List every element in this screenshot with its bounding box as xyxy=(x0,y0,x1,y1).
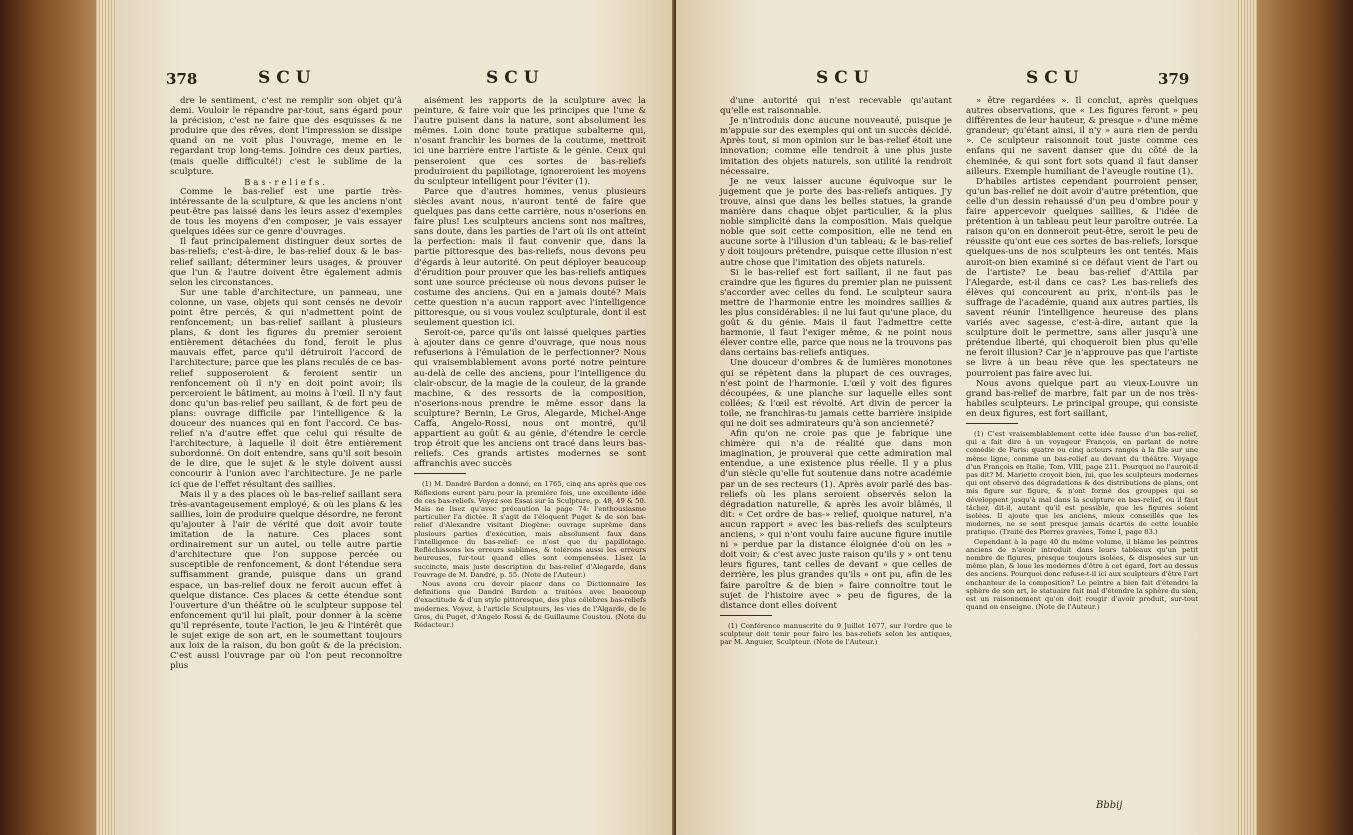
footnote-rule xyxy=(966,423,1018,424)
footnote-rule xyxy=(414,473,466,474)
paragraph: Afin qu'on ne croie pas que je fabrique une chimère qui n'a de réalité que dans mon imagination, je prouverai que cette admiration mal entendue, a une existence plus réelle. Il y a plus d'un siècle qu'elle fut soutenue dans notre académie par un de ses recteurs (1). Après avoir parlé des bas-reliefs où les plans seroient observés selon la dégradation naturelle, & après les avoir blâmés, il dit: « Cet ordre de bas-» relief, quoique naturel, n'a aucun rapport » avec les bas-reliefs des sculpteurs anciens, » qui n'ont voulu faire aucune figure inutile ni » perdue par la distance éloignée d'où on les » doit voir; & c'est avec juste raison qu'ils y » ont tenu leurs figures, tant celles de devant » que celles de derrière, les plus grandes qu'ils » ont pu, afin de les faire paroître & de bien » faire connoître tout le sujet de l'histoire avec » peu de figures, de la distance dont elles doivent xyxy=(720,429,952,611)
paragraph: Parce que d'autres hommes, venus plusieurs siècles avant nous, n'auront tenté de faire que quelques pas dans cette carrière, nous n'oserions en faire plus! Les sculpteurs anciens sont nos maîtres, sans doute, dans les parties de l'art où ils ont atteint la perfection: mais il faut convenir que, dans la partie pittoresque des bas-reliefs, nous devons peu d'égards à leur autorité. On peut déployer beaucoup d'érudition pour prouver que les bas-reliefs antiques sont une source précieuse où nous devons puiser le costume des anciens. Qui en a jamais douté? Mais cette question n'a aucun rapport avec l'intelligence pittoresque, ou si vous voulez sculpturale, dont il est seulement question ici. xyxy=(414,186,646,329)
paragraph: Seroit-ce, parce qu'ils ont laissé quelques parties à ajouter dans ce genre d'ouvrage, que nous nous refuserions à l'émulation de le perfectionner? Nous qui vraisemblablement avons porté notre peinture au-delà de celle des anciens, pour l'intelligence du clair-obscur, de la magie de la couleur, de la grande machine, & des ressorts de la composition, n'oserions-nous prendre le même essor dans la sculpture? Bernin, Le Gros, Alegarde, Michel-Ange Caffa, Angelo-Rossi, nous ont montré, qu'il appartient au goût & au génie, d'étendre le cercle trop étroit que les anciens ont tracé dans leurs bas-reliefs. Ces grands artistes modernes se sont affranchis avec succès xyxy=(414,328,646,470)
text-column-2 xyxy=(414,96,646,630)
paragraph: » être regardées ». Il conclut, après quelques autres observations, que « Les figures feront » peu différentes de leur hauteur, & presque » d'une même grandeur; qu'étant ainsi, il n'y » aura rien de perdu ». Ce sculpteur raisonnoit tout juste comme ces enfans qui ne savent danser que du côté de la cheminée, & qui sont fort sots quand il faut danser ailleurs. Exemple humiliant de l'aveugle routine (1). xyxy=(966,96,1198,177)
page-number: 378 xyxy=(166,70,198,88)
footnote: (1) M. Dandré Bardon a donné, en 1765, cinq ans après que ces Réflexions eurent paru pour la première fois, une excellente idée de ces bas-reliefs. Voyez son Essai sur la Sculpture, p. 48, 49 & 50. Mais ne lisez qu'avec précaution la page 74: l'enthousiasme particulier l'a dictée. Il s'agit de l'éloquent Puget & de son bas-relief d'Alexandre visitant Diogène: ouvrage suprême dans plusieurs parties d'exécution, mais absolument faux dans l'intelligence du bas-relief: ce n'est que du papillotage. Refléchissons les erreurs sublimes, & tolérons aussi les erreurs heureuses, fur-tout quand elles sont compensées. Lisez la succincte, mais juste description du bas-relief d'Alegarde, dans l'ouvrage de M. Dandré, p. 55. (Note de l'Auteur.) xyxy=(414,480,646,579)
paragraph: Sur une table d'architecture, un panneau, une colonne, un vase, objets qui sont censés ne devoir point être percés, & qui n'admettent point de renfoncement; un bas-relief saillant à plusieurs plans, & dont les figures du premier seroient entièrement détachées du fond, feroit le plus mauvais effet, parce qu'il détruiroit l'accord de l'architecture; parce que les plans reculés de ce bas-relief supposeroient & feroient sentir un renfoncement où il n'y en doit point avoir; ils perceroient le bâtiment, au moins à l'œil. Il n'y faut donc qu'un bas-relief peu saillant, & de fort peu de plans: ouvrage difficile par l'intelligence & la douceur des nuances qui en font l'accord. Ce bas-relief n'a d'autre effet que celui qui résulte de l'architecture, à laquelle il doit être entièrement subordonné. On doit entendre, sans qu'il soit besoin de le dire, que le sujet & le style doivent aussi concourir à l'union avec l'architecture. Je ne parle ici que de l'effet résultant des saillies. xyxy=(170,287,402,490)
footnotes xyxy=(414,480,646,629)
footnotes xyxy=(720,622,952,647)
footnote: (1) Conférence manuscrite du 9 Juillet 1677, sur l'ordre que le sculpteur doit tenir pour faire les bas-reliefs selon les antiques, par M. Anguier, Sculpteur. (Note de l'Auteur.) xyxy=(720,621,952,647)
text-column-1 xyxy=(170,96,402,671)
paragraph: aisément les rapports de la sculpture avec la peinture, & faire voir que les principes que l'une & l'autre puisent dans la nature, sont absolument les mêmes. Loin donc toute pratique subalterne qui, n'osant franchir les bornes de la coutume, mettroit ici une barrière entre l'artiste & le génie. Ceux qui penseroient que ces sortes de bas-reliefs produiroient du papillotage, ignoreroient les moyens du sculpteur intelligent pour l'éviter (1). xyxy=(414,96,646,187)
printer-signature: Bbbij xyxy=(1096,800,1123,811)
footnotes xyxy=(966,430,1198,611)
paragraph: Nous avons quelque part au vieux-Louvre un grand bas-relief de marbre, fait par un de nos très-habiles sculpteurs. Le principal groupe, qui consiste en deux figures, est fort saillant, xyxy=(966,378,1198,419)
page-edges-left xyxy=(96,0,118,835)
paragraph: D'habiles artistes cependant pourroient penser, qu'un bas-relief ne doit avoir d'autre prétention, que celle d'un dessin rehaussé d'un peu d'ombre pour y faire appercevoir quelques saillies, & l'idée de prétention à un tableau peut leur paroître outrée. La raison qu'on en donneroit peut-être, seroit le peu de réussite qu'ont eue ces sortes de bas-reliefs, lorsque quelques-uns de nos sculpteurs les ont tentés. Mais auroit-on bien examiné si ce défaut vient de l'art ou de l'artiste? Le beau bas-relief d'Attila par l'Alegarde, est-il dans ce cas? Les bas-reliefs des élèves qui concourent au prix, n'ont-ils pas le suffrage de l'académie, quand aux autres parties, ils savent réunir l'intelligence heureuse des plans variés avec sagesse, c'est-à-dire, autant que la sculpture doit le permettre, sans aller jusqu'à une prétendue liberté, qui choqueroit bien plus qu'elle ne feroit illusion? Car je n'approuve pas que l'artiste se livre à un beau rêve que les spectateurs ne pourroient pas faire avec lui. xyxy=(966,176,1198,379)
running-header-left: SCU xyxy=(258,68,317,88)
footnote: Cependant à la page 40 du même volume, il blâme les peintres anciens de n'avoir introduit dans leurs tableaux qu'un petit nombre de figures, presque toujours isolées, & disposées sur un même plan, & loue les modernes d'être à cet égard, fort au dessus des anciens. Pourquoi donc refuse-t-il ici aux sculpteurs d'être l'art enchanteur de la composition? Le peintre a bien fait d'étendre la sphère de son art, le statuaire fait mal d'étendre la sphère du sien, est un raisonnement qu'on doit rougir d'avoir produit, sur-tout quand on enseigne. (Note de l'Auteur.) xyxy=(966,537,1198,612)
page-edges-right xyxy=(1235,0,1257,835)
footnote-rule xyxy=(720,615,772,616)
paragraph: Mais il y a des places où le bas-relief saillant sera très-avantageusement employé, & où les plans & les saillies, loin de produire quelque désordre, ne feront qu'ajouter à l'air de vérité que doit avoir toute imitation de la nature. Ces places sont ordinairement sur un autel, ou telle autre partie d'architecture que l'on suppose percée ou susceptible de renfoncement, & dont l'étendue sera suffisamment grande, puisque dans un grand espace, un bas-relief doux ne feroit aucun effet à quelque distance. Ces places & cette étendue sont l'ouverture d'un théâtre où le sculpteur suppose tel enfoncement qu'il lui plaît, pour donner à la scène qu'il représente, toute l'action, le jeu & l'intérêt que le sujet exige de son art, en le soumettant toujours aux loix de la raison, du bon goût & de la précision. C'est aussi l'ouvrage par où l'on peut reconnoître plus xyxy=(170,489,402,672)
paragraph: d'une autorité qui n'est recevable qu'autant qu'elle est raisonnable. xyxy=(720,96,952,117)
text-column-1 xyxy=(720,96,952,647)
footnote: Nous avons cru devoir placer dans ce Dictionnaire les definitions que Dandré Bardon a traitées avec beaucoup d'exactitude & d'un style pittoresque, des plus célèbres bas-reliefs modernes. Voyez, à l'article Sculpteurs, les vies de l'Algarde, de le Gros, du Puget, d'Angelo Rossi & de Guillaume Coustou. (Note du Rédacteur.) xyxy=(414,579,646,629)
paragraph: Il faut principalement distinguer deux sortes de bas-reliefs; c'est-à-dire, le bas-relief doux & le bas-relief saillant; déterminer leurs usages, & prouver que l'un & l'autre doivent être également admis selon les circonstances. xyxy=(170,237,402,288)
footnote: (1) C'est vraisemblablement cette idée fausse d'un bas-relief, qui a fait dire à un voyageur François, en parlant de notre comédie de Paris: quatre ou cinq acteurs rangés à la file sur une même ligne, comme un bas-relief au devant du théâtre. Voyage d'un François en Italie, Tom. VIII, page 211. Pourquoi ne l'auroit-il pas dit? M. Mariette croyoit bien, lui, que les sculpteurs modernes qui ont observé des dégradations & des distributions de plans, ont mis figure sur figure, & n'ont formé des grouppes qui se développent jusqu'à mal dans la sculpture en bas-relief, ou il faut tâcher, dit-il, autant qu'il est possible, que les figures soient isolées. Il ajoute que les anciens, mieux conseillés que les modernes, ne se sont presque jamais écartés de cette louable pratique. (Traité des Pierres gravées, Tome I, page 83.) xyxy=(966,430,1198,537)
left-page xyxy=(116,0,676,835)
section-heading: Bas-reliefs. xyxy=(244,176,328,187)
paragraph: Comme le bas-relief est une partie très-intéressante de la sculpture, & que les anciens n'ont peut-être pas laissé dans les leurs assez d'exemples de tous les moyens d'en composer, je vais essayer quelques idées sur ce genre d'ouvrages. xyxy=(170,186,402,238)
paragraph: Une douceur d'ombres & de lumières monotones qui se répètent dans la plupart de ces ouvrages, n'est point de l'harmonie. L'œil y voit des figures découpées, & une planche sur laquelle elles sont collées; & l'œil est révolté. Art divin de percer la toile, ne franchiras-tu jamais cette barrière insipide qui ne doit ses admirateurs qu'à son ancienneté? xyxy=(720,358,952,429)
paragraph: Je n'introduis donc aucune nouveauté, puisque je m'appuie sur des exemples qui ont un succès décidé. Après tout, si mon opinion sur le bas-relief étoit une innovation; comme elle tendroit à une plus juste imitation des objets naturels, son utilité la rendroit nécessaire. xyxy=(720,116,952,177)
text-column-2 xyxy=(966,96,1198,612)
paragraph: Je ne veux laisser aucune équivoque sur le jugement que je porte des bas-reliefs antiques. J'y trouve, ainsi que dans les belles statues, la grande manière dans chaque objet particulier, & la plus noble simplicité dans la composition. Mais quelque noble que soit cette composition, elle ne tend en aucune sorte à l'illusion d'un tableau; & le bas-relief y doit toujours prétendre, puisque cette illusion n'est autre chose que l'imitation des objets naturels. xyxy=(720,176,952,268)
right-page xyxy=(676,0,1236,835)
running-header-right: SCU xyxy=(1026,68,1085,88)
paragraph: Si le bas-relief est fort saillant, il ne faut pas craindre que les figures du premier plan ne puissent s'accorder avec celles du fond. Le sculpteur saura mettre de l'harmonie entre les moindres saillies & les plus considérables: il ne lui faut qu'une place, du goût & du génie. Mais il faut l'admettre cette harmonie, il faut l'exiger même, & ne point nous élever contre elle, parce que nous ne la trouvons pas dans certains bas-reliefs antiques. xyxy=(720,267,952,359)
running-header-left: SCU xyxy=(816,68,875,88)
paragraph: dre le sentiment, c'est ne remplir son objet qu'à demi. Vouloir le répandre par-tout, sans égard pour la précision, c'est ne faire que des esquisses & ne produire que des rêves, dont l'impression se dissipe quand on ne voit plus l'ouvrage, meme en le regardant trop long-tems. Joindre ces deux parties, (mais quelle difficulté!) c'est le sublime de la sculpture. xyxy=(170,96,402,177)
page-number: 379 xyxy=(1158,70,1190,88)
running-header-right: SCU xyxy=(486,68,545,88)
